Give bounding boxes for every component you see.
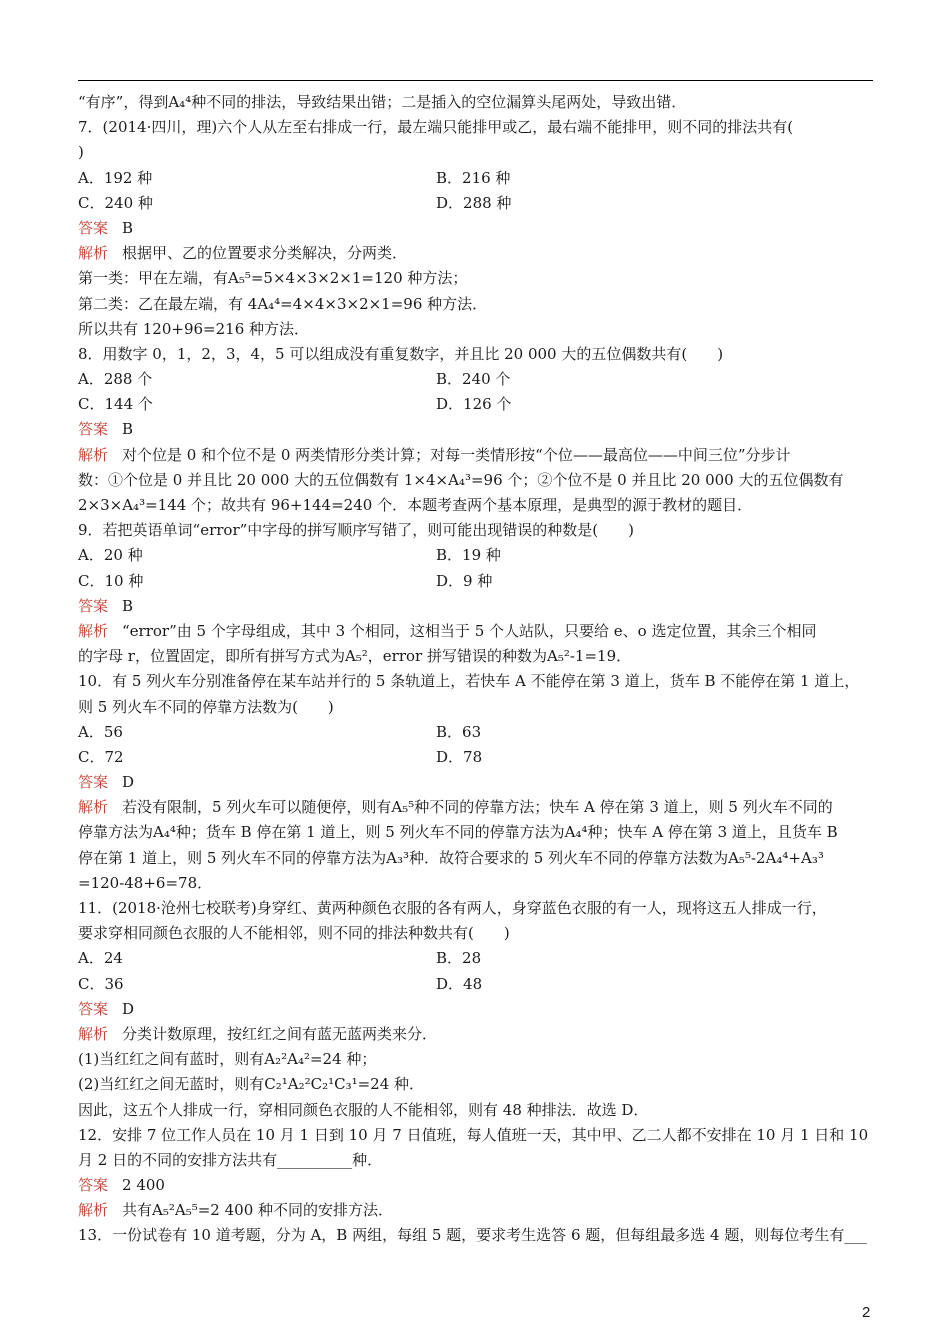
text-line: 第二类：乙在最左端，有 4A₄⁴=4×4×3×2×1=96 种方法．	[78, 294, 488, 313]
analysis-label: 解析	[78, 244, 109, 263]
analysis-line	[78, 241, 878, 266]
text-line: (1)当红红之间有蓝时，则有A₂²A₄²=24 种；	[78, 1050, 377, 1069]
answer-label: 答案	[78, 596, 109, 615]
text-line: 第一类：甲在左端，有A₅⁵=5×4×3×2×1=120 种方法；	[78, 269, 468, 288]
answer-options-row	[78, 543, 878, 568]
line-text: 根据甲、乙的位置要求分类解决，分两类．	[122, 244, 408, 263]
option-right: D．126 个	[436, 395, 512, 414]
answer-label: 答案	[78, 1176, 109, 1195]
option-right: D．48	[436, 974, 483, 993]
answer-label: 答案	[78, 420, 109, 439]
answer-line	[78, 417, 878, 442]
option-right: B．63	[436, 722, 482, 741]
text-line: 11．(2018·沧州七校联考)身穿红、黄两种颜色衣服的各有两人，身穿蓝色衣服的有一人，现将这五人排成一行，	[78, 899, 827, 917]
text-line: 停靠方法为A₄⁴种；货车 B 停在第 1 道上，则 5 列火车不同的停靠方法为A₄⁴种；快车 A 停在第 3 道上，且货车 B	[78, 823, 838, 842]
answer-line	[78, 1173, 878, 1198]
line-text: D	[122, 999, 135, 1018]
answer-line	[78, 594, 878, 619]
option-right: B．19 种	[436, 546, 501, 565]
answer-options-row	[78, 745, 878, 770]
answer-options-row	[78, 720, 878, 745]
answer-options-row	[78, 166, 878, 191]
option-right: D．78	[436, 747, 483, 766]
answer-options-row	[78, 569, 878, 594]
text-line: 所以共有 120+96=216 种方法．	[78, 319, 310, 338]
analysis-label: 解析	[78, 798, 109, 817]
text-line: 月 2 日的不同的安排方法共有__________种．	[78, 1150, 383, 1169]
option-right: B．28	[436, 949, 482, 968]
text-line: =120-48+6=78．	[78, 873, 213, 892]
line-text: D	[122, 773, 135, 792]
answer-line	[78, 770, 878, 795]
option-left: A．288 个	[78, 370, 153, 389]
option-left: C．240 种	[78, 193, 153, 212]
option-right: D．9 种	[436, 571, 493, 590]
option-left: C．36	[78, 974, 124, 993]
option-left: A．20 种	[78, 546, 143, 565]
line-text: B	[122, 596, 134, 615]
text-line: (2)当红红之间无蓝时，则有C₂¹A₂²C₂¹C₃¹=24 种．	[78, 1075, 425, 1094]
option-left: A．24	[78, 949, 123, 968]
answer-options-row	[78, 367, 878, 392]
analysis-line	[78, 443, 878, 468]
analysis-line	[78, 1198, 878, 1223]
analysis-line	[78, 619, 878, 644]
text-line: 12．安排 7 位工作人员在 10 月 1 日到 10 月 7 日值班，每人值班一天，其中甲、乙二人都不安排在 10 月 1 日和 10	[78, 1125, 869, 1144]
line-text: “error”由 5 个字母组成，其中 3 个相同，这相当于 5 个人站队，只要给 e、o 选定位置，其余三个相同	[122, 621, 817, 640]
text-line: 7．(2014·四川，理)六个人从左至右排成一行，最左端只能排甲或乙，最右端不能排甲，则不同的排法共有(	[78, 118, 794, 137]
line-text: 分类计数原理，按红红之间有蓝无蓝两类来分．	[122, 1024, 438, 1043]
answer-options-row	[78, 972, 878, 997]
analysis-label: 解析	[78, 621, 109, 640]
text-line: 9．若把英语单词“error”中字母的拼写顺序写错了，则可能出现错误的种数是( )	[78, 521, 635, 540]
option-left: A．192 种	[78, 168, 153, 187]
option-left: A．56	[78, 722, 123, 741]
text-line: 要求穿相同颜色衣服的人不能相邻，则不同的排法种数共有( )	[78, 924, 510, 943]
text-line: 13．一份试卷有 10 道考题，分为 A，B 两组，每组 5 题，要求考生选答 6 题，但每组最多选 4 题，则每位考生有___	[78, 1226, 867, 1245]
analysis-line	[78, 1022, 878, 1047]
page-number: 2	[862, 1304, 871, 1321]
option-right: B．240 个	[436, 370, 511, 389]
answer-label: 答案	[78, 999, 109, 1018]
answer-line	[78, 216, 878, 241]
answer-line	[78, 997, 878, 1022]
text-line: 的字母 r，位置固定，即所有拼写方式为A₅²，error 拼写错误的种数为A₅²-1=19．	[78, 647, 632, 666]
option-left: C．144 个	[78, 395, 153, 414]
text-line: 10．有 5 列火车分别准备停在某车站并行的 5 条轨道上，若快车 A 不能停在第 3 道上，货车 B 不能停在第 1 道上，	[78, 672, 860, 691]
analysis-label: 解析	[78, 445, 109, 464]
option-right: D．288 种	[436, 193, 512, 212]
line-text: B	[122, 420, 134, 439]
text-line: )	[78, 143, 84, 162]
answer-label: 答案	[78, 773, 109, 792]
option-right: B．216 种	[436, 168, 511, 187]
line-text: B	[122, 218, 134, 237]
text-line: “有序”，得到A₄⁴种不同的排法，导致结果出错；二是插入的空位漏算头尾两处，导致出错．	[78, 93, 687, 111]
line-text: 2 400	[122, 1176, 165, 1195]
answer-options-row	[78, 191, 878, 216]
line-text: 若没有限制，5 列火车可以随便停，则有A₅⁵种不同的停靠方法；快车 A 停在第 3 道上，则 5 列火车不同的	[122, 798, 833, 817]
analysis-label: 解析	[78, 1024, 109, 1043]
analysis-label: 解析	[78, 1201, 109, 1220]
text-line: 2×3×A₄³=144 个；故共有 96+144=240 个．本题考查两个基本原理，是典型的源于教材的题目．	[78, 496, 753, 514]
option-left: C．10 种	[78, 571, 144, 590]
line-text: 共有A₅²A₅⁵=2 400 种不同的安排方法．	[122, 1201, 394, 1220]
text-line: 则 5 列火车不同的停靠方法数为( )	[78, 697, 334, 716]
document-body	[78, 90, 878, 1249]
answer-options-row	[78, 392, 878, 417]
text-line: 8．用数字 0，1，2，3，4，5 可以组成没有重复数字，并且比 20 000 大的五位偶数共有( )	[78, 344, 724, 363]
answer-options-row	[78, 946, 878, 971]
option-left: C．72	[78, 747, 124, 766]
analysis-line	[78, 795, 878, 820]
text-line: 数：①个位是 0 并且比 20 000 大的五位偶数有 1×4×A₄³=96 个；②个位不是 0 并且比 20 000 大的五位偶数有	[78, 470, 844, 489]
text-line: 因此，这五个人排成一行，穿相同颜色衣服的人不能相邻，则有 48 种排法．故选 D．	[78, 1100, 649, 1119]
answer-label: 答案	[78, 218, 109, 237]
line-text: 对个位是 0 和个位不是 0 两类情形分类计算；对每一类情形按“个位——最高位——中间三位”分步计	[122, 445, 791, 464]
text-line: 停在第 1 道上，则 5 列火车不同的停靠方法为A₃³种．故符合要求的 5 列火车不同的停靠方法数为A₅⁵-2A₄⁴+A₃³	[78, 848, 824, 867]
header-rule	[78, 80, 873, 81]
